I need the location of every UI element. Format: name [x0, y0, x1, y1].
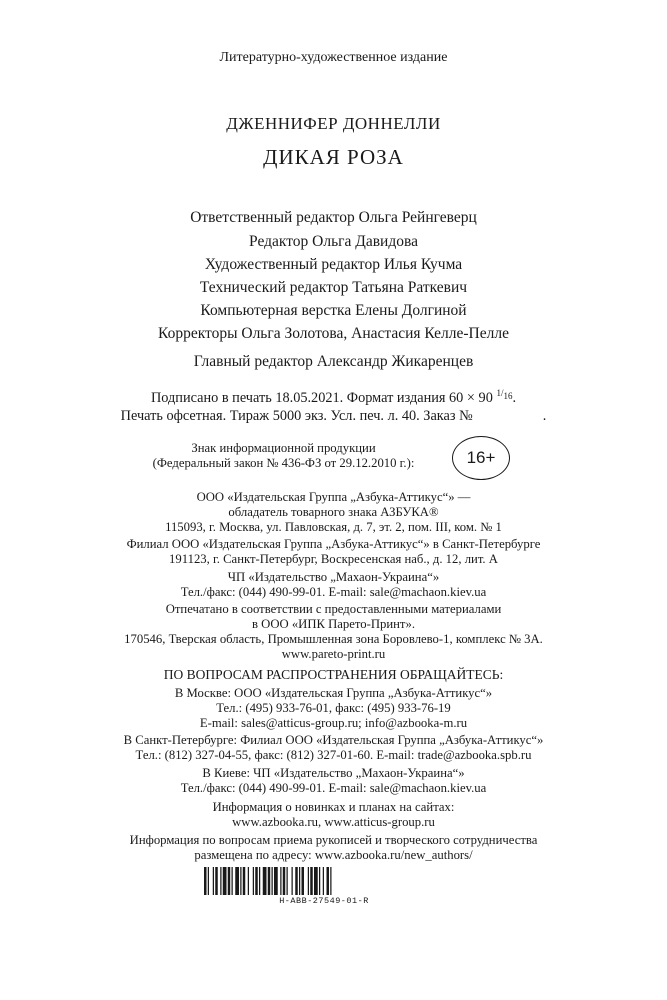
publisher-line: Отпечатано в соответствии с предоставленными материалами — [165, 602, 502, 616]
barcode-bar — [213, 867, 214, 895]
barcode-bar — [243, 867, 246, 895]
distribution-line: В Киеве: ЧП «Издательство „Махаон-Украина“» — [202, 766, 465, 780]
age-rating-label: Знак информационной продукции — [191, 441, 376, 455]
publisher-line: ЧП «Издательство „Махаон-Украина“» — [227, 570, 440, 584]
info-line: Информация по вопросам приема рукописей и творческого сотрудничества — [129, 833, 538, 847]
barcode-bar — [263, 867, 267, 895]
format-fraction: 1/16 — [496, 388, 513, 401]
barcode-bar — [253, 867, 254, 895]
info-line: Информация о новинках и планах на сайтах: — [212, 800, 455, 814]
barcode-bar — [323, 867, 324, 895]
barcode-bar — [232, 867, 233, 895]
distribution-line: Тел.: (495) 933-76-01, факс: (495) 933-76-19 — [216, 701, 451, 715]
barcode-bar — [204, 867, 207, 895]
barcode-bar — [228, 867, 231, 895]
publisher-line: Филиал ООО «Издательская Группа „Азбука-Аттикус“» в Санкт-Петербурге — [126, 537, 541, 551]
barcode-bar — [283, 867, 286, 895]
chief-editor: Главный редактор Александр Жикаренцев — [193, 353, 474, 370]
author-name: ДЖЕННИФЕР ДОННЕЛЛИ — [226, 114, 441, 133]
credit-line: Компьютерная верстка Елены Долгиной — [200, 302, 467, 319]
distribution-line: E-mail: sales@atticus-group.ru; info@azbooka-m.ru — [199, 716, 468, 730]
distribution-heading: ПО ВОПРОСАМ РАСПРОСТРАНЕНИЯ ОБРАЩАЙТЕСЬ: — [163, 667, 504, 682]
publisher-line: www.pareto-print.ru — [281, 647, 386, 661]
credit-line: Редактор Ольга Давидова — [249, 233, 418, 250]
barcode-bar — [248, 867, 249, 895]
distribution-line: Тел.: (812) 327-04-55, факс: (812) 327-01-60. E-mail: trade@azbooka.spb.ru — [135, 748, 532, 762]
barcode-bar — [295, 867, 298, 895]
info-line: размещена по адресу: www.azbooka.ru/new_authors/ — [194, 848, 473, 862]
barcode-bar — [240, 867, 241, 895]
distribution-line: В Санкт-Петербурге: Филиал ООО «Издательская Группа „Азбука-Аттикус“» — [123, 733, 544, 747]
barcode-bar — [220, 867, 221, 895]
age-rating-badge: 16+ — [452, 436, 510, 480]
barcode-bar — [330, 867, 331, 895]
publisher-line: обладатель товарного знака АЗБУКА® — [228, 505, 439, 519]
publisher-line: в ООО «ИПК Парето-Принт». — [252, 617, 415, 631]
credit-line: Ответственный редактор Ольга Рейнгеверц — [190, 209, 477, 226]
barcode-bar — [319, 867, 320, 895]
credit-line: Корректоры Ольга Золотова, Анастасия Келле-Пелле — [158, 325, 509, 342]
barcode-bar — [292, 867, 293, 895]
publisher-line: Тел./факс: (044) 490-99-01. E-mail: sale@machaon.kiev.ua — [180, 585, 487, 599]
barcode-bar — [310, 867, 313, 895]
barcode-bar — [314, 867, 318, 895]
barcode-bar — [255, 867, 258, 895]
age-rating-law: (Федеральный закон № 436-ФЗ от 29.12.2010 г.): — [152, 456, 415, 470]
barcode-bar — [287, 867, 288, 895]
distribution-line: В Москве: ООО «Издательская Группа „Азбука-Аттикус“» — [174, 686, 493, 700]
barcode-bar — [235, 867, 239, 895]
barcode-bar — [268, 867, 271, 895]
barcode-number: H-ABB-27549-01-R — [279, 896, 369, 906]
distribution-line: Тел./факс: (044) 490-99-01. E-mail: sale@machaon.kiev.ua — [180, 781, 487, 795]
barcode-bar — [215, 867, 218, 895]
print-info-line1: Подписано в печать 18.05.2021. Формат издания 60 × 90 $^{1/16}$. — [150, 388, 517, 406]
book-title: ДИКАЯ РОЗА — [263, 145, 404, 169]
barcode-bar — [274, 867, 278, 895]
publisher-line: ООО «Издательская Группа „Азбука-Аттикус“» — — [196, 490, 471, 504]
publisher-line: 191123, г. Санкт-Петербург, Воскресенская наб., д. 12, лит. А — [169, 552, 498, 566]
edition-type: Литературно-художественное издание — [219, 50, 448, 65]
barcode-bar — [302, 867, 305, 895]
barcode-bar — [223, 867, 227, 895]
publisher-line: 170546, Тверская область, Промышленная зона Боровлево-1, комплекс № 3А. — [124, 632, 543, 646]
print-info-line2: Печать офсетная. Тираж 5000 экз. Усл. печ. л. 40. Заказ № . — [120, 408, 547, 424]
barcode-bar — [208, 867, 209, 895]
barcode-bar — [272, 867, 273, 895]
info-line: www.azbooka.ru, www.atticus-group.ru — [232, 815, 435, 829]
credit-line: Технический редактор Татьяна Раткевич — [199, 279, 468, 296]
barcode-bar — [327, 867, 330, 895]
barcode-bar — [280, 867, 281, 895]
barcode — [204, 867, 444, 895]
barcode-bar — [308, 867, 309, 895]
barcode-bar — [259, 867, 260, 895]
credit-line: Художественный редактор Илья Кучма — [204, 256, 463, 273]
barcode-bar — [299, 867, 300, 895]
print-info-text: Подписано в печать 18.05.2021. Формат издания 60 × 90 — [150, 389, 493, 406]
publisher-line: 115093, г. Москва, ул. Павловская, д. 7, эт. 2, пом. III, ком. № 1 — [165, 520, 502, 534]
